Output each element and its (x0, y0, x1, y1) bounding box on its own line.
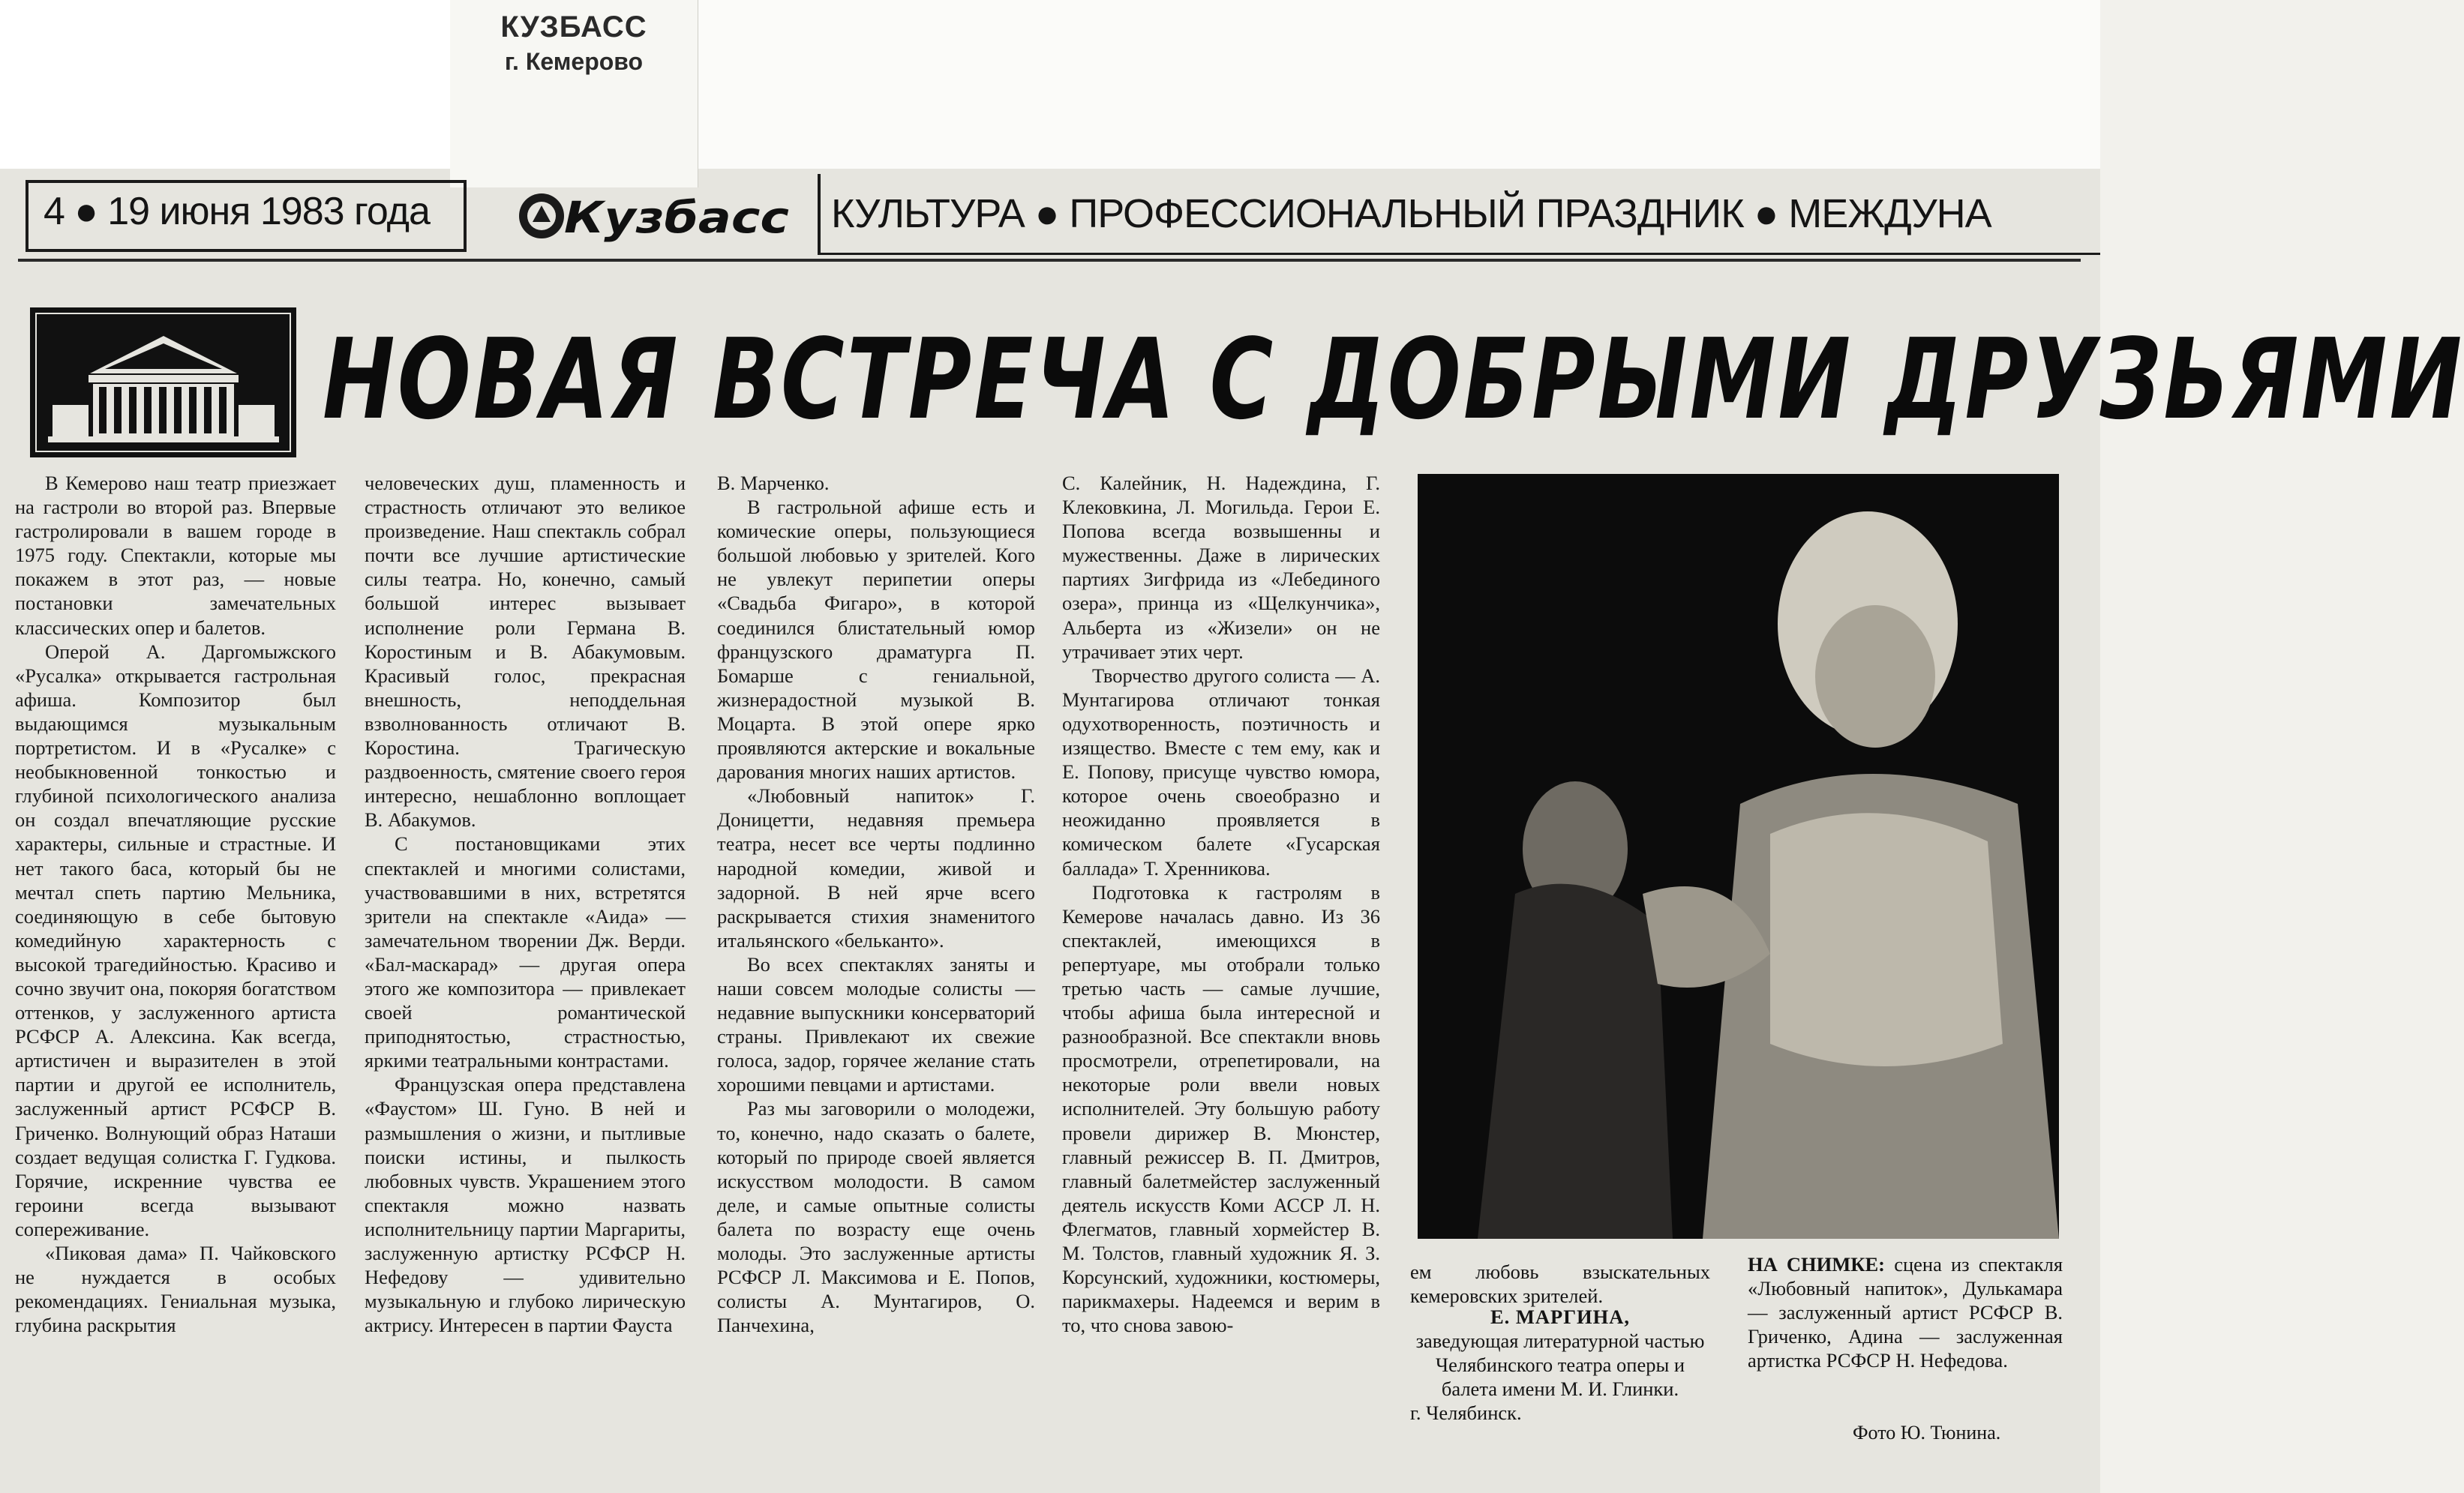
paragraph: Во всех спектаклях заняты и наши совсем молодые солисты — недавние выпускники консерваторий страны. Привлекают их свежие голоса, задор, горячее желание стать хорошими певцами и артистами. (717, 952, 1035, 1096)
stamp-city: г. Кемерово (504, 48, 644, 75)
article-column-1 (15, 471, 336, 1337)
author-signature: Е. МАРГИНА, (1490, 1306, 1631, 1328)
photo-caption (1748, 1252, 2063, 1372)
caption-lead: НА СНИМКЕ: (1748, 1253, 1886, 1276)
paragraph: Творчество другого солиста — А. Мунтагирова отличают тонкая одухотворенность, поэтичность и изящество. Вместе с тем ему, как и Е. Попову, присуще чувство юмора, которое очень своеобразно и неожиданно проявляется в комическом балете «Гусарская баллада» Т. Хренникова. (1062, 664, 1380, 880)
paragraph: Оперой А. Даргомыжского «Русалка» открывается гастрольная афиша. Композитор был выдающимся музыкальным портретистом. И в «Русалке» с необыкновенной тонкостью и глубиной психологического анализа он создал впечатляющие русские характеры, сильные и страстные. И нет такого баса, который бы не мечтал спеть партию Мельника, соединяющую в себе бытовую комедийную характерность с высокой трагедийностью. Красиво и сочно звучит она, покоряя богатством оттенков, у заслуженного артиста РСФСР А. Алексина. Как всегда, артистичен и выразителен в этой партии и другой ее исполнитель, заслуженный артист РСФСР В. Гриченко. Волнующий образ Наташи создает ведущая солистка Г. Гудкова. Горячие, искренние чувства ее героини всегда вызывают сопереживание. (15, 640, 336, 1240)
stage-photo (1418, 474, 2059, 1239)
source-stamp (450, 0, 698, 187)
author-city: г. Челябинск. (1410, 1402, 1522, 1424)
paragraph: человеческих душ, пламенность и страстность отличают это великое произведение. Наш спектакль собрал почти все лучшие артистические силы театра. Но, конечно, самый большой интерес вызывает исполнение роли Германа В. Коростиным и В. Абакумовым. Красивый голос, прекрасная внешность, неподдельная взволнованность отличают В. Коростина. Трагическую раздвоенность, смятение своего героя интересно, нешаблонно воплощает В. Абакумов. (365, 472, 686, 832)
article-headline: НОВАЯ ВСТРЕЧА С ДОБРЫМИ ДРУЗЬЯМИ (323, 315, 2464, 444)
author-name (1410, 1305, 1710, 1425)
paragraph: С. Калейник, Н. Надеждина, Г. Клековкина, Л. Могильда. Герои Е. Попова всегда возвышенны и мужественны. Даже в лирических партиях Зигфрида из «Лебединого озера», принца из «Щелкунчика», Альберта из «Жизели» он не утрачивает этих черт. (1062, 472, 1380, 663)
photo-credit: Фото Ю. Тюнина. (1853, 1422, 2001, 1444)
article-column-3 (717, 471, 1035, 1337)
paragraph: С постановщиками этих спектаклей и многими солистами, участвовавшими в них, встретятся зрители на спектакле «Аида» — замечательном творении Дж. Верди. «Бал-маскарад» — другая опера этого же композитора — привлекает своей романтической приподнятостью, страстностью, яркими театральными контрастами. (365, 832, 686, 1072)
rubric-line: КУЛЬТУРА ● ПРОФЕССИОНАЛЬНЫЙ ПРАЗДНИК ● МЕЖДУНА (831, 191, 1991, 236)
author-role: заведующая литературной частью Челябинского театра оперы и балета имени М. И. Глинки. (1415, 1330, 1705, 1400)
issue-date: 4 ● 19 июня 1983 года (44, 190, 430, 233)
masthead-rule (18, 259, 2081, 262)
caption-text: сцена из спектакля «Любовный напиток», Дулькамара — заслуженный артист РСФСР В. Гриченко, Адина — заслуженная артистка РСФСР Н. Нефедова. (1748, 1253, 2063, 1372)
paragraph: В Кемерово наш театр приезжает на гастроли во второй раз. Впервые гастролировали в вашем городе в 1975 году. Спектакли, которые мы покажем в этот раз, — новые постановки замечательных классических опер и балетов. (15, 472, 336, 639)
paragraph: В гастрольной афише есть и комические оперы, пользующиеся большой любовью у зрителей. Кого не увлекут перипетии оперы «Свадьба Фигаро», в которой соединился блистательный юмор французского драматурга П. Бомарше с гениальной, жизнерадостной музыкой В. Моцарта. В этой опере ярко проявляются актерские и вокальные дарования многих наших артистов. (717, 496, 1035, 784)
stamp-paper-name: КУЗБАСС (500, 10, 647, 43)
logo-text: Кузбасс (564, 192, 789, 243)
paragraph: «Любовный напиток» Г. Доницетти, недавняя премьера театра, несет все черты подлинно народной комедии, живой и задорной. В ней ярче всего раскрывается стихия знаменитого итальянского «бельканто». (717, 784, 1035, 952)
article-column-2 (365, 471, 686, 1337)
page-margin-top-left (0, 0, 450, 169)
paragraph: Подготовка к гастролям в Кемерове началась давно. Из 36 спектаклей, имеющихся в репертуаре, мы отобрали только третью часть — самые лучшие, чтобы афиша была интересной и разнообразной. Все спектакли вновь просмотрели, отрепетировали, на некоторые роли ввели новых исполнителей. Эту большую работу провели дирижер В. Мюнстер, главный режиссер В. П. Дмитров, главный балетмейстер заслуженный деятель искусств Коми АССР Л. Н. Флегматов, главный хормейстер В. М. Толстов, главный художник Я. З. Корсунский, художники, костюмеры, парикмахеры. Надеемся и верим в то, что снова завою- (1062, 880, 1380, 1337)
paragraph: «Пиковая дама» П. Чайковского не нуждается в особых рекомендациях. Гениальная музыка, глубина раскрытия (15, 1242, 336, 1337)
paragraph: Французская опера представлена «Фаустом» Ш. Гуно. В ней и размышления о жизни, и пытливые поиски истины, и пылкость любовных чувств. Украшением этого спектакля можно назвать исполнительницу партии Маргариты, заслуженную артистку РСФСР Н. Нефедову — удивительно музыкальную и глубоко лирическую актрису. Интересен в партии Фауста (365, 1073, 686, 1337)
paragraph: В. Марченко. (717, 472, 830, 494)
article-ending: ем любовь взыскательных кемеровских зрителей. (1410, 1261, 1710, 1307)
page-margin-top-right (698, 0, 2100, 176)
article-column-4 (1062, 471, 1380, 1337)
paragraph: Раз мы заговорили о молодежи, то, конечно, надо сказать о балете, который по природе своей является искусством молодости. В самом деле, и самые опытные солисты балета по возрасту еще очень молоды. Это заслуженные артисты РСФСР Л. Максимова и Е. Попов, солисты А. Мунтагиров, О. Панчехина, (717, 1097, 1035, 1337)
newspaper-logo (510, 184, 795, 247)
theatre-building-icon (30, 307, 296, 457)
